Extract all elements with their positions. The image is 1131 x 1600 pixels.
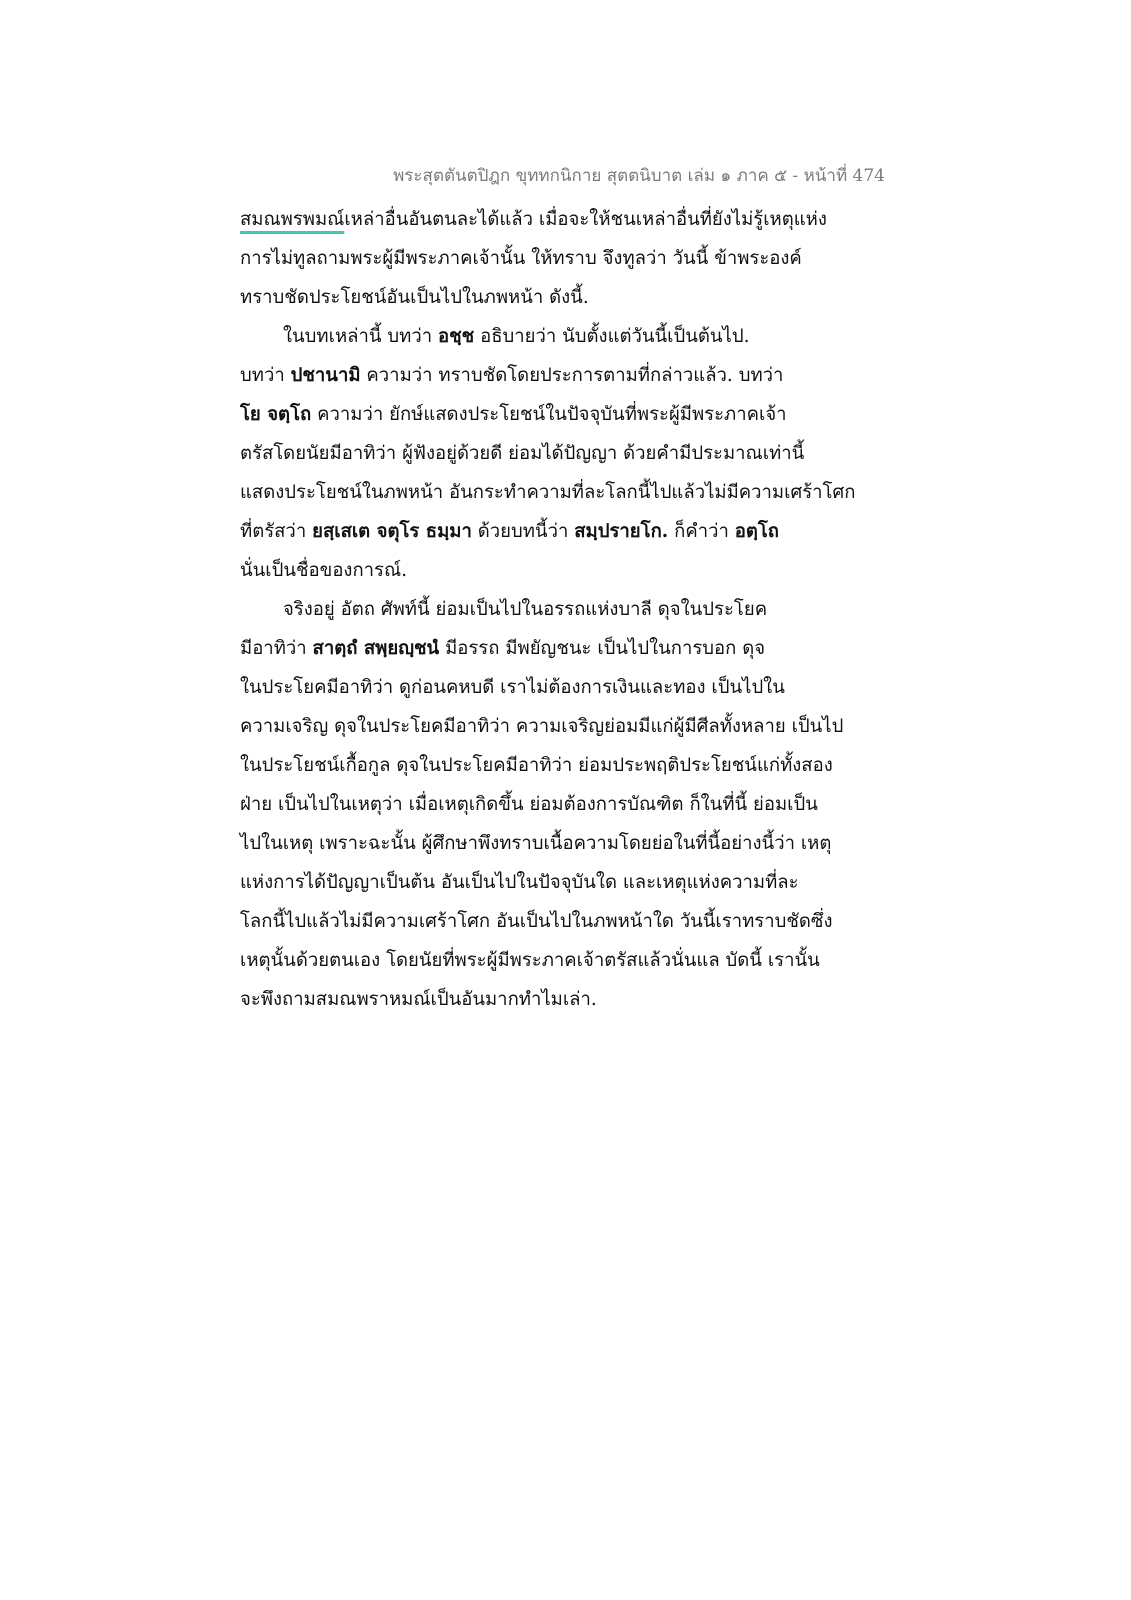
text-line [240, 746, 890, 785]
text-line [240, 902, 890, 941]
text-segment: ความว่า ทราบชัดโดยประการตามที่กล่าวแล้ว. บทว่า [360, 365, 784, 386]
text-line [240, 590, 890, 629]
text-line [240, 863, 890, 902]
text-segment: ความว่า ยักษ์แสดงประโยชน์ในปัจจุบันที่พระผู้มีพระภาคเจ้า [311, 404, 787, 425]
text-line [240, 785, 890, 824]
text-segment: ฝ่าย เป็นไปในเหตุว่า เมื่อเหตุเกิดขึ้น ย่อมต้องการบัณฑิต ก็ในที่นี้ ย่อมเป็น [240, 794, 818, 815]
text-line [240, 707, 890, 746]
text-line [240, 395, 890, 434]
pali-term: อตฺโถ [734, 521, 780, 542]
text-line [240, 668, 890, 707]
text-line [240, 551, 890, 590]
text-line [240, 512, 890, 551]
pali-term: สมฺปรายโก. [574, 521, 669, 542]
text-segment: ก็คำว่า [668, 521, 735, 542]
text-segment: เหตุนั้นด้วยตนเอง โดยนัยที่พระผู้มีพระภาคเจ้าตรัสแล้วนั่นแล บัดนี้ เรานั้น [240, 950, 820, 971]
body-text [240, 200, 890, 1019]
pali-term: อชฺช [437, 326, 475, 347]
text-segment: แสดงประโยชน์ในภพหน้า อันกระทำความที่ละโลกนี้ไปแล้วไม่มีความเศร้าโศก [240, 482, 856, 503]
text-segment: ในประโยคมีอาทิว่า ดูก่อนคหบดี เราไม่ต้องการเงินและทอง เป็นไปใน [240, 677, 785, 698]
text-line [240, 239, 890, 278]
text-line [240, 473, 890, 512]
pali-term: สาตฺถํ สพฺยญฺชนํ [312, 638, 440, 659]
text-segment: ตรัสโดยนัยมีอาทิว่า ผู้ฟังอยู่ด้วยดี ย่อมได้ปัญญา ด้วยคำมีประมาณเท่านี้ [240, 443, 805, 464]
highlighted-term: สมณพรพมณ์ [240, 209, 345, 230]
text-segment: ความเจริญ ดุจในประโยคมีอาทิว่า ความเจริญย่อมมีแก่ผู้มีศีลทั้งหลาย เป็นไป [240, 716, 844, 737]
text-segment: ทราบชัดประโยชน์อันเป็นไปในภพหน้า ดังนี้. [240, 287, 589, 308]
text-segment: ที่ตรัสว่า [240, 521, 313, 542]
text-segment: แห่งการได้ปัญญาเป็นต้น อันเป็นไปในปัจจุบันใด และเหตุแห่งความที่ละ [240, 872, 799, 893]
text-line [240, 356, 890, 395]
text-segment: บทว่า [240, 365, 291, 386]
pali-term: ปชานามิ [290, 365, 361, 386]
running-header: พระสุตตันตปิฎก ขุททกนิกาย สุตตนิบาต เล่ม ๑ ภาค ๕ - หน้าที่ 474 [393, 166, 885, 186]
text-line [240, 278, 890, 317]
text-line [240, 200, 890, 239]
text-segment: จริงอยู่ อัตถ ศัพท์นี้ ย่อมเป็นไปในอรรถแห่งบาลี ดุจในประโยค [283, 599, 768, 620]
text-segment: นั่นเป็นชื่อของการณ์. [240, 560, 408, 581]
text-line [240, 941, 890, 980]
text-segment: เหล่าอื่นอันตนละได้แล้ว เมื่อจะให้ชนเหล่าอื่นที่ยังไม่รู้เหตุแห่ง [344, 209, 827, 230]
text-segment: ในบทเหล่านี้ บทว่า [283, 326, 438, 347]
text-line [240, 980, 890, 1019]
text-segment: การไม่ทูลถามพระผู้มีพระภาคเจ้านั้น ให้ทราบ จึงทูลว่า วันนี้ ข้าพระองค์ [240, 248, 802, 269]
text-segment: ไปในเหตุ เพราะฉะนั้น ผู้ศึกษาพึงทราบเนื้อความโดยย่อในที่นี้อย่างนี้ว่า เหตุ [240, 833, 832, 854]
text-segment: ด้วยบทนี้ว่า [471, 521, 575, 542]
text-segment: ในประโยชน์เกื้อกูล ดุจในประโยคมีอาทิว่า ย่อมประพฤติประโยชน์แก่ทั้งสอง [240, 755, 833, 776]
text-line [240, 434, 890, 473]
text-segment: อธิบายว่า นับตั้งแต่วันนี้เป็นต้นไป. [474, 326, 750, 347]
text-line [240, 629, 890, 668]
pali-term: ยสฺเสเต จตุโร ธมฺมา [312, 521, 472, 542]
text-segment: มีอาทิว่า [240, 638, 313, 659]
text-segment: มีอรรถ มีพยัญชนะ เป็นไปในการบอก ดุจ [439, 638, 766, 659]
text-segment: จะพึงถามสมณพราหมณ์เป็นอันมากทำไมเล่า. [240, 989, 597, 1010]
text-segment: โลกนี้ไปแล้วไม่มีความเศร้าโศก อันเป็นไปในภพหน้าใด วันนี้เราทราบชัดซึ่ง [240, 911, 833, 932]
text-line [240, 317, 890, 356]
text-line [240, 824, 890, 863]
pali-term: โย จตฺโถ [240, 404, 312, 425]
